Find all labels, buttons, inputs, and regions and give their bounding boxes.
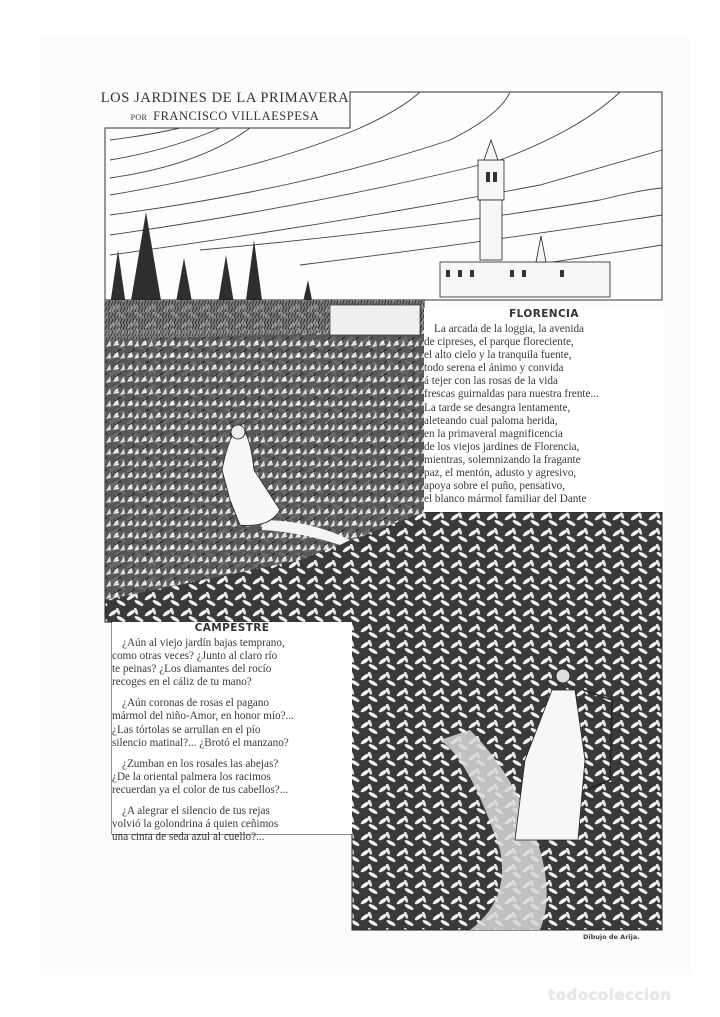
byline-prefix: POR: [130, 113, 148, 122]
poem-line: paz, el mentón, adusto y agresivo,: [424, 467, 577, 480]
poem-line: La arcada de la loggia, la avenida: [434, 323, 585, 335]
poem-line: apoya sobre el puño, pensativo,: [424, 480, 566, 493]
poem-line: te peinas? ¿Los diamantes del rocío: [112, 663, 272, 676]
article-title-block: [100, 90, 350, 124]
poem-stanza: [112, 758, 352, 797]
poem-line: una cinta de seda azul al cuello?...: [112, 831, 265, 844]
poem-line: ¿A alegrar el silencio de tus rejas: [122, 805, 270, 818]
poem-campestre: [112, 622, 352, 844]
poem-line: ¿Aún al viejo jardín bajas temprano,: [122, 637, 285, 649]
poem-line: recuerdan ya el color de tus cabellos?...: [112, 783, 289, 796]
poem-florencia: [424, 308, 664, 512]
poem-line: mientras, solemnizando la fragante: [424, 453, 581, 466]
poem-line: á tejer con las rosas de la vida: [424, 375, 558, 388]
author-name: FRANCISCO VILLAESPESA: [153, 109, 320, 123]
poem-line: mármol del niño-Amor, en honor mío?...: [112, 710, 294, 723]
poem-line: en la primaveral magnificencia: [424, 427, 563, 440]
poem-line: como otras veces? ¿Junto al claro río: [112, 650, 278, 663]
poem-line: silencio matinal?... ¿Brotó el manzano?: [112, 736, 289, 749]
poem-line: todo serena el ánimo y convida: [424, 362, 564, 375]
poem-line: La tarde se desangra lentamente,: [424, 401, 571, 414]
poem-line: el blanco mármol familiar del Dante: [424, 493, 587, 506]
poem-heading-florencia: FLORENCIA: [509, 308, 579, 320]
byline: [100, 109, 350, 124]
poem-line: ¿Las tórtolas se arrullan en el pío: [112, 723, 261, 736]
illustration-credit: Dibujo de Arija.: [583, 933, 640, 941]
poem-line: ¿Zumban en los rosales las abejas?: [122, 757, 279, 770]
poem-stanza: [112, 697, 352, 749]
poem-line: de cipreses, el parque floreciente,: [424, 336, 574, 349]
poem-line: recoges en el cáliz de tu mano?: [112, 676, 252, 689]
poem-heading-campestre: CAMPESTRE: [194, 622, 270, 634]
poem-stanza: [112, 805, 352, 844]
poem-line: de los viejos jardines de Florencia,: [424, 440, 580, 453]
poem-line: aleteando cual paloma herida,: [424, 414, 558, 427]
watermark: todocoleccion: [548, 986, 672, 1004]
poem-line: ¿De la oriental palmera los racimos: [112, 770, 271, 783]
poem-line: el alto cielo y la tranquila fuente,: [424, 349, 572, 362]
article-title: LOS JARDINES DE LA PRIMAVERA: [100, 90, 350, 106]
poem-line: volvió la golondrina á quien ceñimos: [112, 818, 279, 831]
poem-stanza: [112, 637, 352, 689]
poem-line: frescas guirnaldas para nuestra frente...: [424, 388, 599, 401]
poem-line: ¿Aún coronas de rosas el pagano: [122, 697, 269, 710]
